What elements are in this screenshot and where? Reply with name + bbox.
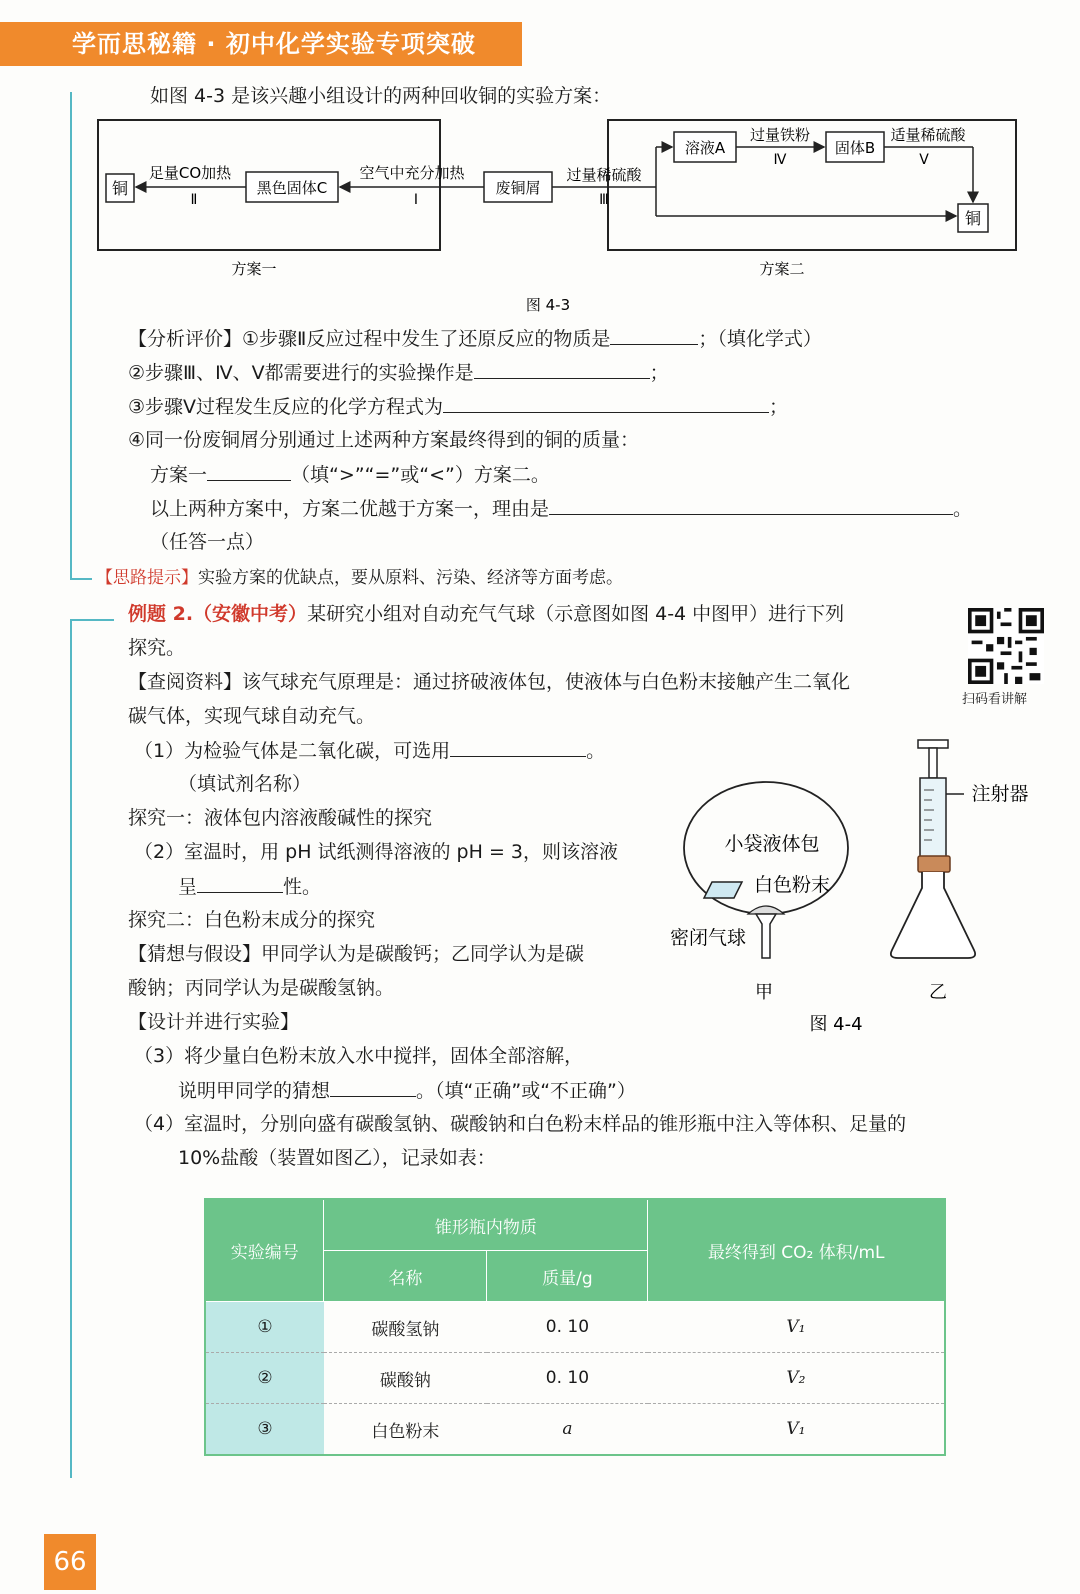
analysis-q4: ④同一份废铜屑分别通过上述两种方案最终得到的铜的质量： <box>128 429 640 451</box>
analysis-q4-reason-text: 以上两种方案中，方案二优越于方案一，理由是 <box>150 498 550 520</box>
example2-intro2: 探究。 <box>128 637 186 659</box>
step4-num: Ⅳ <box>773 152 787 168</box>
solid-b: 固体B <box>834 139 876 157</box>
figure-4-4 <box>660 738 1050 1048</box>
page-header: 学而思秘籍 · 初中化学实验专项突破 <box>0 22 522 66</box>
figure-4-3 <box>90 112 1030 312</box>
example2-exp2: 探究二：白色粉末成分的探究 <box>128 909 376 931</box>
table-cell-name: 碳酸钠 <box>324 1353 487 1404</box>
erlenmeyer-flask <box>891 872 975 958</box>
example2-design: 【设计并进行实验】 <box>128 1011 300 1033</box>
table-header-group: 锥形瓶内物质 <box>324 1199 648 1251</box>
answer-blank-e2[interactable] <box>197 874 283 893</box>
page-number: 66 <box>44 1534 96 1590</box>
intro-text: 如图 4-3 是该兴趣小组设计的两种回收铜的实验方案： <box>150 85 612 107</box>
example2-q1-text: （1）为检验气体是二氧化碳，可选用 <box>134 740 451 762</box>
syringe-plunger-top <box>918 740 948 748</box>
example2-q3: （3）将少量白色粉末放入水中搅拌，固体全部溶解， <box>134 1045 584 1067</box>
table-cell-volume: V₂ <box>648 1353 945 1404</box>
table-cell-mass: 0. 10 <box>487 1353 648 1404</box>
example2-q3-tail: 。（填“正确”或“不正确”） <box>416 1080 636 1102</box>
qr-caption: 扫码看讲解 <box>962 692 1028 707</box>
copper-right: 铜 <box>964 209 982 228</box>
step1-num: Ⅰ <box>413 192 419 208</box>
analysis-q2-tail: ； <box>649 362 669 384</box>
answer-blank-q1[interactable] <box>610 326 698 345</box>
example2-label: 例题 2.（安徽中考） <box>128 603 308 625</box>
side-guide-arrow <box>70 619 114 621</box>
example2-q2-line2 <box>178 874 321 899</box>
example2-ref1: 【查阅资料】该气球充气原理是：通过挤破液体包，使液体与白色粉末接触产生二氧化 <box>128 671 851 693</box>
results-table <box>204 1198 946 1456</box>
hint-text: 实验方案的优缺点，要从原料、污染、经济等方面考虑。 <box>198 568 623 588</box>
side-guide-line-bottom <box>70 620 72 1478</box>
example2-q1-note: （填试剂名称） <box>178 773 312 795</box>
table-row <box>205 1404 945 1456</box>
step4-label: 过量铁粉 <box>749 126 811 144</box>
side-guide-hook <box>70 578 92 580</box>
table-header-id: 实验编号 <box>205 1199 324 1302</box>
plan2-caption: 方案二 <box>759 260 805 278</box>
analysis-q1 <box>128 326 822 351</box>
hint-line <box>96 566 623 590</box>
example2-intro1: 某研究小组对自动充气气球（示意图如图 4-4 中图甲）进行下列 <box>307 603 845 625</box>
table-header-mass: 质量/g <box>487 1251 648 1302</box>
analysis-q3 <box>128 394 788 419</box>
table-cell-mass: a <box>487 1404 648 1456</box>
step5-num: Ⅴ <box>919 152 929 168</box>
example2-q1 <box>134 738 605 763</box>
answer-blank-q3[interactable] <box>443 394 769 413</box>
syringe-rod <box>929 748 937 778</box>
analysis-q3-text: ③步骤Ⅴ过程发生反应的化学方程式为 <box>128 396 444 418</box>
jia-label: 甲 <box>755 982 773 1003</box>
bag-label: 小袋液体包 <box>724 833 820 855</box>
example2-q2-tail: 性。 <box>283 876 322 898</box>
table-row <box>205 1302 945 1353</box>
example2-q2-prefix: 呈 <box>178 876 198 898</box>
analysis-q4-plan1: 方案一 <box>150 464 208 486</box>
figure-4-3-caption: 图 4-3 <box>525 296 571 312</box>
plan1-caption: 方案一 <box>231 260 277 278</box>
analysis-q2-text: ②步骤Ⅲ、Ⅳ、Ⅴ都需要进行的实验操作是 <box>128 362 474 384</box>
analysis-q4-compare-text: （填“>”“=”或“<”）方案二。 <box>291 464 550 486</box>
example2-q3-line2 <box>178 1078 636 1103</box>
step1-label: 空气中充分加热 <box>359 164 465 182</box>
qr-code-icon[interactable] <box>968 608 1044 684</box>
liquid-bag <box>704 882 742 898</box>
example2-q2: （2）室温时，用 pH 试纸测得溶液的 pH = 3，则该溶液 <box>134 841 618 863</box>
yi-label: 乙 <box>929 982 947 1003</box>
flask-stopper <box>918 856 950 872</box>
example2-ref2: 碳气体，实现气球自动充气。 <box>128 705 376 727</box>
analysis-q1-tail: ；（填化学式） <box>698 328 822 350</box>
side-guide-line-top <box>70 92 72 580</box>
analysis-q2 <box>128 360 669 385</box>
sealed-balloon-label: 密闭气球 <box>669 927 747 949</box>
step2-num: Ⅱ <box>190 192 198 208</box>
powder-pile <box>748 906 784 914</box>
example2-q1-tail: 。 <box>586 740 606 762</box>
table-cell-id: ③ <box>205 1404 324 1456</box>
solution-a: 溶液A <box>684 139 726 157</box>
example2-q4: （4）室温时，分别向盛有碳酸氢钠、碳酸钠和白色粉末样品的锥形瓶中注入等体积、足量的 <box>134 1113 907 1135</box>
answer-blank-q4-compare[interactable] <box>207 462 291 481</box>
powder-label: 白色粉末 <box>753 874 831 896</box>
analysis-q1-text: 【分析评价】①步骤Ⅱ反应过程中发生了还原反应的物质是 <box>128 328 611 350</box>
table-cell-id: ① <box>205 1302 324 1353</box>
step3-num: Ⅲ <box>599 192 609 208</box>
step5-label: 适量稀硫酸 <box>890 126 966 144</box>
table-cell-name: 碳酸氢钠 <box>324 1302 487 1353</box>
table-header-volume: 最终得到 CO₂ 体积/mL <box>648 1199 945 1302</box>
analysis-q4-reason <box>150 496 972 521</box>
answer-blank-e3[interactable] <box>330 1078 416 1097</box>
answer-blank-q2[interactable] <box>474 360 650 379</box>
copper-left: 铜 <box>111 179 129 198</box>
table-cell-volume: V₁ <box>648 1404 945 1456</box>
table-cell-volume: V₁ <box>648 1302 945 1353</box>
example2-q3-prefix: 说明甲同学的猜想 <box>178 1080 331 1102</box>
table-cell-mass: 0. 10 <box>487 1302 648 1353</box>
scrap: 废铜屑 <box>495 179 541 197</box>
hint-tag: 【思路提示】 <box>96 568 198 588</box>
analysis-q3-tail: ； <box>769 396 789 418</box>
answer-blank-q4-reason[interactable] <box>549 496 953 515</box>
table-cell-name: 白色粉末 <box>324 1404 487 1456</box>
analysis-q4-any: （任答一点） <box>150 531 265 553</box>
example2-exp1: 探究一：液体包内溶液酸碱性的探究 <box>128 807 433 829</box>
table-row <box>205 1353 945 1404</box>
example2-intro <box>128 602 844 626</box>
table-cell-id: ② <box>205 1353 324 1404</box>
step2-label: 足量CO加热 <box>148 164 232 182</box>
analysis-q4-compare <box>150 462 550 487</box>
table-header-name: 名称 <box>324 1251 487 1302</box>
example2-guess2: 酸钠；丙同学认为是碳酸氢钠。 <box>128 977 395 999</box>
step3-label: 过量稀硫酸 <box>566 166 642 184</box>
example2-guess1: 【猜想与假设】甲同学认为是碳酸钙；乙同学认为是碳 <box>128 943 585 965</box>
black-solid: 黑色固体C <box>256 179 328 197</box>
balloon-valve <box>756 914 776 958</box>
syringe-label: 注射器 <box>971 783 1029 805</box>
example2-q4-line2: 10%盐酸（装置如图乙），记录如表： <box>178 1147 496 1169</box>
figure-4-4-caption: 图 4-4 <box>809 1014 863 1035</box>
answer-blank-e1[interactable] <box>450 738 586 757</box>
analysis-q4-reason-tail: 。 <box>953 498 973 520</box>
